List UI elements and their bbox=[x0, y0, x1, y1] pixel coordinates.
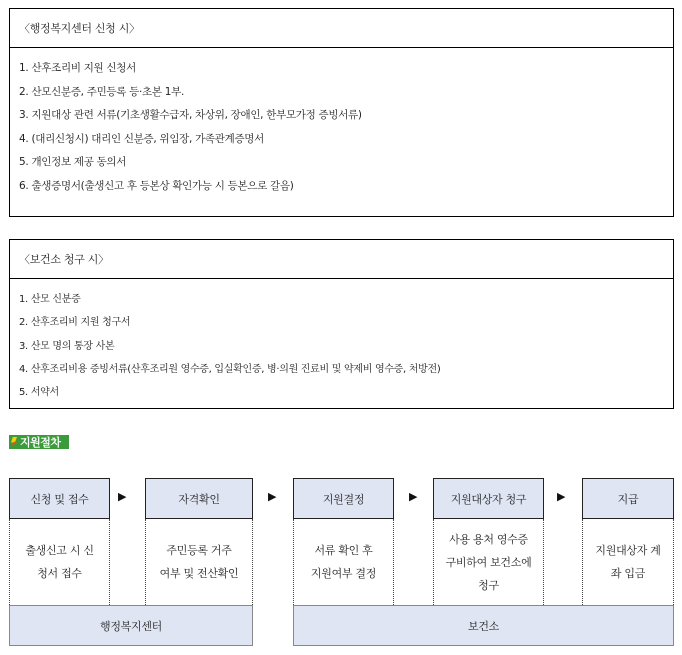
step-5-description bbox=[582, 519, 674, 605]
arrow-right-icon: ▶ bbox=[118, 490, 127, 503]
step-1-description bbox=[9, 519, 110, 605]
claim-documents-title: 〈보건소 청구 시〉 bbox=[10, 240, 673, 279]
step-5-desc-line: 지원대상자 계 bbox=[595, 544, 661, 557]
support-procedure-title: 지원절차 bbox=[20, 436, 61, 449]
step-4-title: 지원대상자 청구 bbox=[433, 478, 544, 519]
support-procedure-heading bbox=[9, 435, 69, 449]
apply-documents-list bbox=[10, 48, 673, 198]
list-item: 2. 산모신분증, 주민등록 등·초본 1부. bbox=[19, 85, 185, 98]
list-item: 6. 출생증명서(출생신고 후 등본상 확인가능 시 등본으로 갈음) bbox=[19, 179, 294, 192]
step-2-title: 자격확인 bbox=[145, 478, 253, 519]
list-item: 1. 산모 신분증 bbox=[19, 294, 81, 305]
step-4-desc-line: 구비하여 보건소에 bbox=[445, 555, 532, 569]
step-3-title: 지원결정 bbox=[293, 478, 394, 519]
step-2-description bbox=[145, 519, 253, 605]
bolt-icon bbox=[11, 437, 17, 447]
list-item: 3. 산모 명의 통장 사본 bbox=[19, 340, 115, 352]
step-5-title: 지급 bbox=[582, 478, 674, 519]
list-item: 1. 산후조리비 지원 신청서 bbox=[19, 62, 136, 74]
step-2-desc-line: 주민등록 거주 bbox=[166, 544, 232, 557]
arrow-right-icon: ▶ bbox=[268, 490, 277, 503]
step-3-desc-line: 서류 확인 후 bbox=[314, 544, 373, 557]
step-3-desc-line: 지원여부 결정 bbox=[310, 567, 377, 580]
welfare-center-label: 행정복지센터 bbox=[9, 605, 253, 646]
list-item: 4. 산후조리비용 증빙서류(산후조리원 영수증, 입실확인증, 병·의원 진료비 및 약제비 영수증, 처방전) bbox=[19, 363, 441, 375]
step-4-desc-line: 사용 용처 영수증 bbox=[449, 532, 528, 546]
claim-documents-box bbox=[9, 239, 674, 409]
list-item: 3. 지원대상 관련 서류(기초생활수급자, 차상위, 장애인, 한부모가정 증빙서류) bbox=[19, 109, 362, 121]
step-1-title: 신청 및 접수 bbox=[9, 478, 110, 519]
list-item: 4. (대리신청시) 대리인 신분증, 위임장, 가족관계증명서 bbox=[19, 132, 264, 145]
claim-documents-list bbox=[10, 279, 673, 404]
step-1-desc-line: 청서 접수 bbox=[37, 567, 82, 580]
list-item: 5. 서약서 bbox=[19, 387, 59, 399]
arrow-right-icon: ▶ bbox=[557, 490, 566, 503]
list-item: 5. 개인정보 제공 동의서 bbox=[19, 156, 127, 168]
list-item: 2. 산후조리비 지원 청구서 bbox=[19, 317, 131, 329]
apply-documents-title: 〈행정복지센터 신청 시〉 bbox=[10, 9, 673, 48]
step-2-desc-line: 여부 및 전산확인 bbox=[159, 567, 239, 580]
step-5-desc-line: 좌 입금 bbox=[610, 567, 646, 580]
apply-documents-box bbox=[9, 8, 674, 217]
arrow-right-icon: ▶ bbox=[409, 490, 418, 503]
step-4-description bbox=[433, 519, 544, 605]
step-1-desc-line: 출생신고 시 신 bbox=[25, 544, 94, 557]
step-3-description bbox=[293, 519, 394, 605]
step-4-desc-line: 청구 bbox=[478, 578, 499, 592]
health-center-label: 보건소 bbox=[293, 605, 674, 646]
